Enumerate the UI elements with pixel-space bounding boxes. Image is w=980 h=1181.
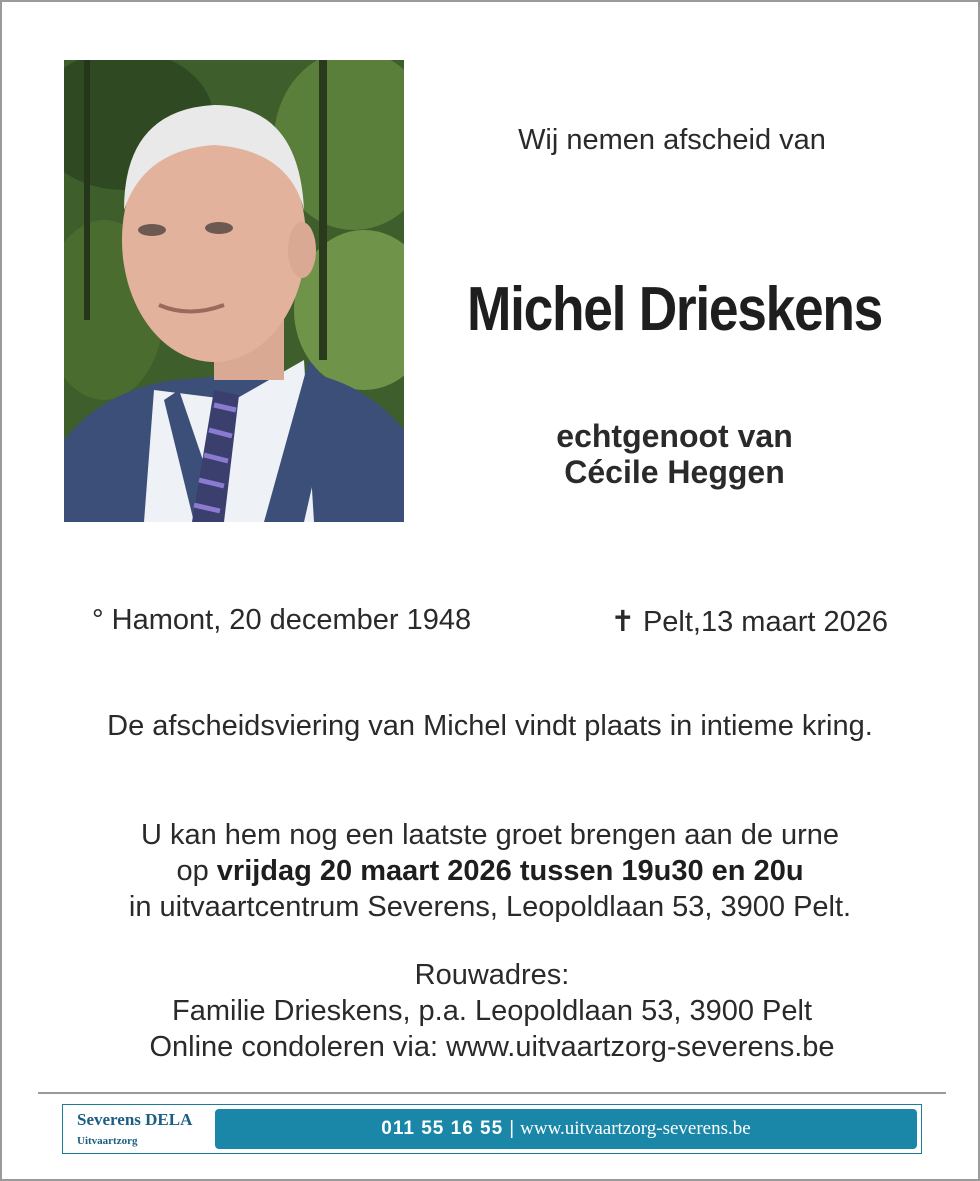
contact-bar [215,1109,917,1149]
visitation-line-2 [2,853,978,889]
visitation-line-1: U kan hem nog een laatste groet brengen aan de urne [140,819,840,851]
funeral-home-footer [62,1104,922,1154]
death-info: ✝ Pelt,13 maart 2026 [610,606,888,638]
visitation-line-3: in uitvaartcentrum Severens, Leopoldlaan 53, 3900 Pelt. [128,891,852,923]
visitation-line-2-prefix: op [176,855,217,887]
mourning-address-value: Familie Drieskens, p.a. Leopoldlaan 53, 3900 Pelt [172,995,812,1027]
online-condolence: Online condoleren via: www.uitvaartzorg-severens.be [149,1031,835,1063]
spouse-block [422,418,927,490]
visitation-info [2,817,978,925]
intro-text: Wij nemen afscheid van [518,124,826,156]
footer-divider [38,1092,946,1094]
mourning-address-label: Rouwadres: [414,959,570,991]
portrait-photo [64,60,404,522]
mourning-address [2,957,980,1065]
brand-name: Severens DELA [77,1110,193,1129]
website-link[interactable]: www.uitvaartzorg-severens.be [520,1118,751,1139]
contact-separator: | [509,1118,515,1139]
visitation-datetime: vrijdag 20 maart 2026 tussen 19u30 en 20u [216,855,804,887]
ceremony-notice: De afscheidsviering van Michel vindt plaats in intieme kring. [107,710,873,742]
birth-info: ° Hamont, 20 december 1948 [92,604,472,636]
spouse-line-1: echtgenoot van [556,418,793,454]
funeral-home-logo [77,1111,192,1150]
phone-number[interactable]: 011 55 16 55 [381,1118,504,1139]
spouse-name: Cécile Heggen [564,454,785,490]
brand-subtitle: Uitvaartzorg [77,1135,138,1147]
deceased-name: Michel Drieskens [466,275,883,344]
portrait-photo-illustration [64,60,404,522]
